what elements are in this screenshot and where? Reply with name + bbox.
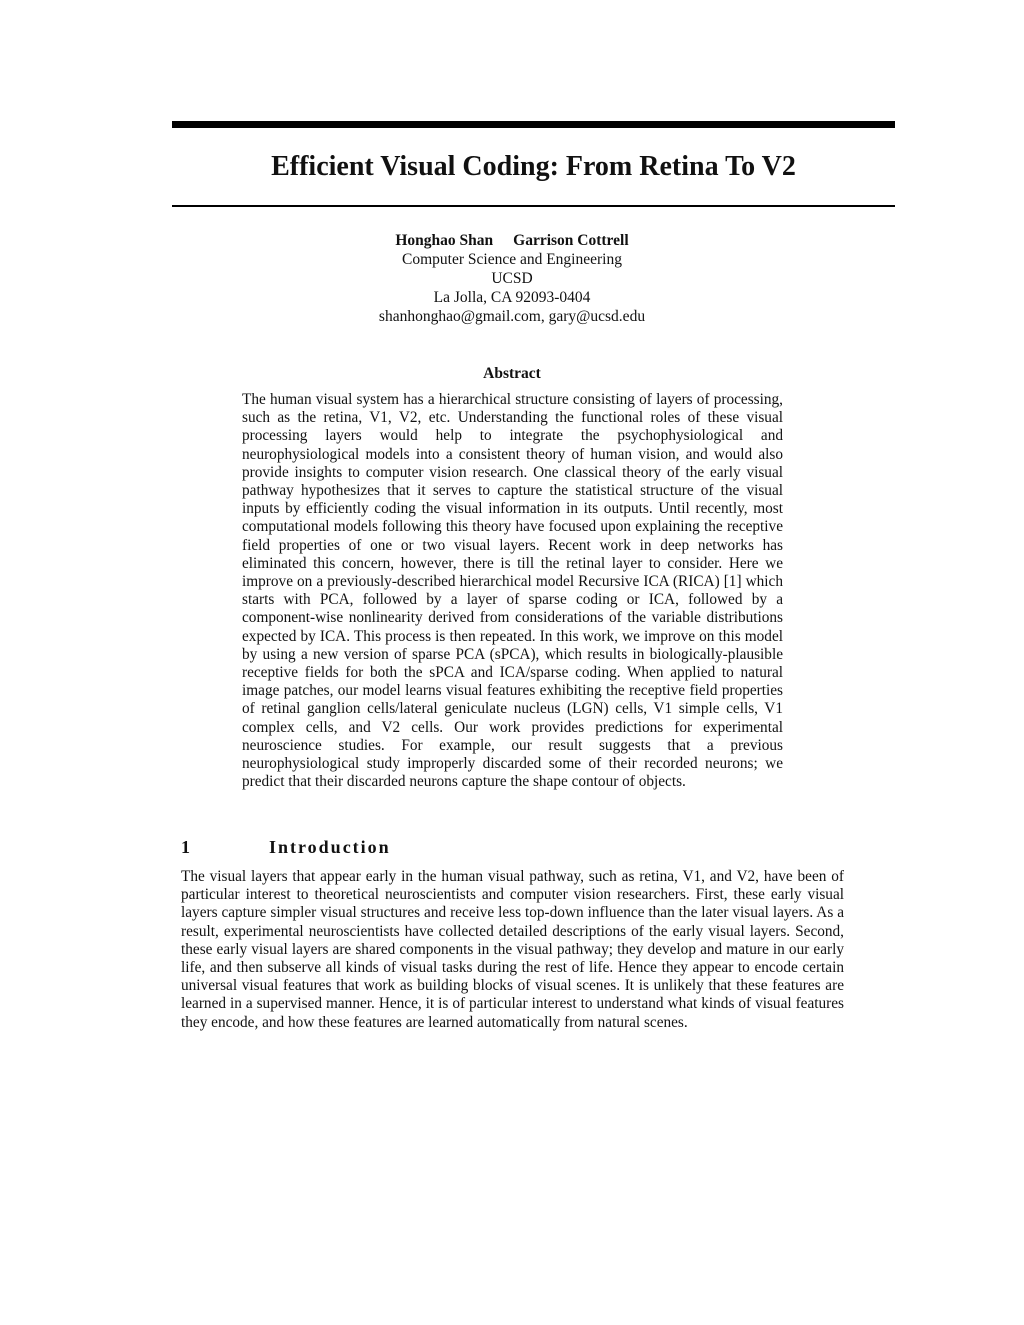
department: Computer Science and Engineering	[402, 251, 622, 268]
title-bottom-rule	[172, 205, 895, 207]
author-name: Honghao Shan	[395, 232, 494, 249]
author-names	[172, 231, 852, 250]
section-heading-introduction	[181, 836, 391, 858]
abstract-heading: Abstract	[483, 365, 541, 382]
author-emails: shanhonghao@gmail.com, gary@ucsd.edu	[378, 308, 646, 325]
address: La Jolla, CA 92093-0404	[433, 289, 591, 306]
paper-title: Efficient Visual Coding: From Retina To V2	[271, 151, 796, 182]
author-block	[172, 231, 852, 326]
introduction-text: The visual layers that appear early in the human visual pathway, such as retina, V1, and V2, have been of particular interest to theoretical neuroscientists and computer vision researchers. First, these early visual layers capture simpler visual structures and receive less top-down influence than the later visual layers. As a result, experimental neuroscientists have collected detailed descriptions of the early visual layers. Second, these early visual layers are shared components in the visual pathway; they develop and mature in our early life, and then subserve all kinds of visual tasks during the rest of life. Hence they appear to encode certain universal visual features that work as building blocks of visual scenes. It is unlikely that these features are learned in a supervised manner. Hence, it is of particular interest to understand what kinds of visual features they encode, and how these features are learned automatically from natural scenes.	[181, 868, 844, 1031]
institution: UCSD	[491, 270, 533, 287]
title-top-rule	[172, 121, 895, 128]
section-number: 1	[181, 837, 190, 857]
author-name: Garrison Cottrell	[513, 232, 629, 249]
section-title: Introduction	[269, 837, 391, 857]
abstract-text: The human visual system has a hierarchical structure consisting of layers of processing, such as the retina, V1, V2, etc. Understanding the functional roles of these visual processing layers would help to integrate the psychophysiological and neurophysiological models into a consistent theory of human vision, and would also provide insights to computer vision research. One classical theory of the early visual pathway hypothesizes that it serves to capture the statistical structure of the visual inputs by efficiently coding the visual information in its outputs. Until recently, most computational models following this theory have focused upon explaining the receptive field properties of one or two visual layers. Recent work in deep networks has eliminated this concern, however, there is till the retinal layer to consider. Here we improve on a previously-described hierarchical model Recursive ICA (RICA) [1] which starts with PCA, followed by a layer of sparse coding or ICA, followed by a component-wise nonlinearity derived from considerations of the variable distributions expected by ICA. This process is then repeated. In this work, we improve on this model by using a new version of sparse PCA (sPCA), which results in biologically-plausible receptive fields for both the sPCA and ICA/sparse coding. When applied to natural image patches, our model learns visual features exhibiting the receptive field properties of retinal ganglion cells/lateral geniculate nucleus (LGN) cells, V1 simple cells, V1 complex cells, and V2 cells. Our work provides predictions for experimental neuroscience studies. For example, our result suggests that a previous neurophysiological study improperly discarded some of their recorded neurons; we predict that their discarded neurons capture the shape contour of objects.	[242, 391, 783, 791]
